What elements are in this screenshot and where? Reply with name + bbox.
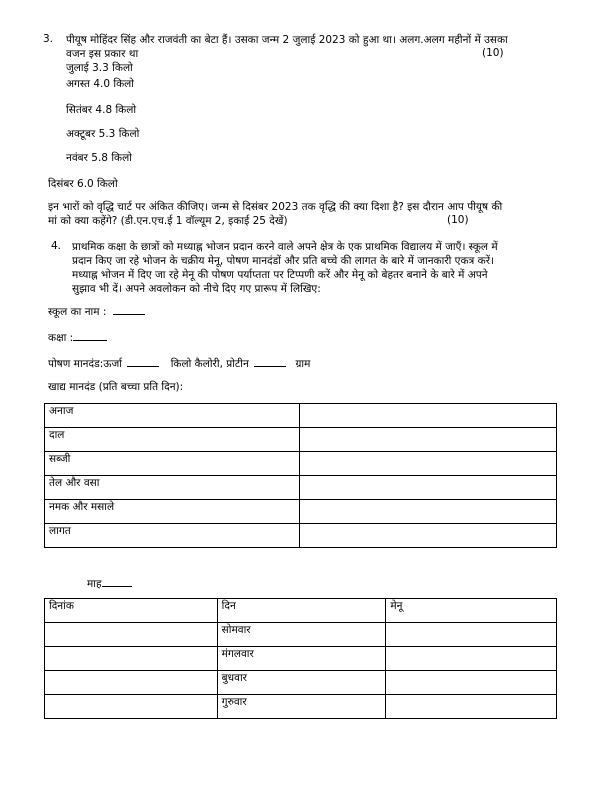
food-value-cell[interactable]: [299, 452, 556, 476]
table-row: [45, 452, 557, 476]
question-4-text-line2: प्रदान किए जा रहे भोजन के चक्रीय मेनू, पोषण मानदंडों और प्रति बच्चे की लागत के बारे में जानकारी एकत्र करें।: [72, 255, 495, 267]
column-header-menu: मेनू: [386, 599, 557, 623]
column-header-day: दिन: [217, 599, 386, 623]
energy-blank[interactable]: [127, 356, 159, 367]
class-label: कक्षा :: [48, 332, 74, 344]
food-value-cell[interactable]: [299, 500, 556, 524]
weight-august: अगस्त 4.0 किलो: [66, 78, 134, 90]
food-item-salt-spices: नमक और मसाले: [45, 500, 300, 524]
table-row: [45, 671, 557, 695]
weight-december: दिसंबर 6.0 किलो: [48, 178, 118, 190]
date-cell[interactable]: [45, 647, 218, 671]
table-row: [45, 476, 557, 500]
question-3-text-line2: वजन इस प्रकार था: [66, 48, 139, 60]
question-3-number: 3.: [43, 33, 54, 45]
date-cell[interactable]: [45, 671, 218, 695]
food-value-cell[interactable]: [299, 524, 556, 548]
date-cell[interactable]: [45, 623, 218, 647]
food-norms-label: खाद्य मानदंड (प्रति बच्चा प्रति दिन):: [48, 381, 184, 393]
menu-cell[interactable]: [386, 695, 557, 719]
weight-september: सितंबर 4.8 किलो: [66, 104, 137, 116]
month-field: [87, 576, 132, 591]
protein-blank[interactable]: [254, 356, 286, 367]
table-row: [45, 647, 557, 671]
menu-cell[interactable]: [386, 647, 557, 671]
month-blank[interactable]: [102, 576, 132, 587]
question-3-instruction-line1: इन भारों को वृद्धि चार्ट पर अंकित कीजिए। जन्म से दिसंबर 2023 तक वृद्धि की क्या दिशा है? इस दौरान आप पीयूष की: [48, 201, 503, 213]
food-value-cell[interactable]: [299, 428, 556, 452]
day-tuesday: मंगलवार: [217, 647, 386, 671]
day-thursday: गुरुवार: [217, 695, 386, 719]
class-field: [48, 330, 107, 345]
table-row: [45, 623, 557, 647]
class-blank[interactable]: [73, 330, 107, 341]
weight-july: जुलाई 3.3 किलो: [66, 62, 133, 74]
kcal-protein-label: किलो कैलोरी, प्रोटीन: [170, 358, 249, 370]
table-row: [45, 524, 557, 548]
food-item-vegetables: सब्जी: [45, 452, 300, 476]
weight-november: नवंबर 5.8 किलो: [66, 152, 132, 164]
date-cell[interactable]: [45, 695, 218, 719]
food-item-oil-fat: तेल और वसा: [45, 476, 300, 500]
question-4-text-line1: प्राथमिक कक्षा के छात्रों को मध्याह्न भोजन प्रदान करने वाले अपने क्षेत्र के एक प्राथमिक विद्यालय में जाएँ। स्कूल में: [72, 241, 498, 253]
column-header-date: दिनांक: [45, 599, 218, 623]
day-wednesday: बुधवार: [217, 671, 386, 695]
nutrition-energy-label: पोषण मानदंड:ऊर्जा: [48, 358, 122, 370]
table-row: [45, 404, 557, 428]
school-name-label: स्कूल का नाम :: [48, 306, 107, 318]
month-label: माह: [87, 578, 102, 590]
weight-october: अक्टूबर 5.3 किलो: [66, 128, 140, 140]
question-4-number: 4.: [51, 240, 62, 252]
food-item-cost: लागत: [45, 524, 300, 548]
food-value-cell[interactable]: [299, 404, 556, 428]
question-3-text-line1: पीयूष मोहिंदर सिंह और राजवंती का बेटा हैं। उसका जन्म 2 जुलाई 2023 को हुआ था। अलग.अलग महीनों में उसका: [66, 34, 508, 46]
school-name-blank[interactable]: [113, 304, 145, 315]
food-item-pulses: दाल: [45, 428, 300, 452]
table-row: [45, 695, 557, 719]
table-row: [45, 500, 557, 524]
menu-cell[interactable]: [386, 623, 557, 647]
question-3-instruction-line2: मां को क्या कहेंगे? (डी.एन.एच.ई 1 वॉल्यूम 2, इकाई 25 देखें): [48, 215, 288, 227]
food-norms-table: [44, 403, 557, 548]
food-item-cereals: अनाज: [45, 404, 300, 428]
food-value-cell[interactable]: [299, 476, 556, 500]
gram-label: ग्राम: [295, 358, 311, 370]
question-4-text-line4: सुझाव भी दें। अपने अवलोकन को नीचे दिए गए प्रारूप में लिखिए:: [72, 283, 321, 295]
nutrition-norms-field: [48, 356, 310, 371]
day-monday: सोमवार: [217, 623, 386, 647]
question-3-instruction-marks: (10): [447, 214, 469, 226]
question-4-text-line3: मध्याह्न भोजन में दिए जा रहे मेनू की पोषण पर्याप्तता पर टिप्पणी करें और मेनू को बेहतर बनाने के बारे में अपने: [72, 269, 488, 281]
menu-cell[interactable]: [386, 671, 557, 695]
menu-header-row: [45, 599, 557, 623]
school-name-field: [48, 304, 145, 319]
question-3-marks: (10): [482, 47, 504, 59]
table-row: [45, 428, 557, 452]
menu-table: [44, 598, 557, 719]
